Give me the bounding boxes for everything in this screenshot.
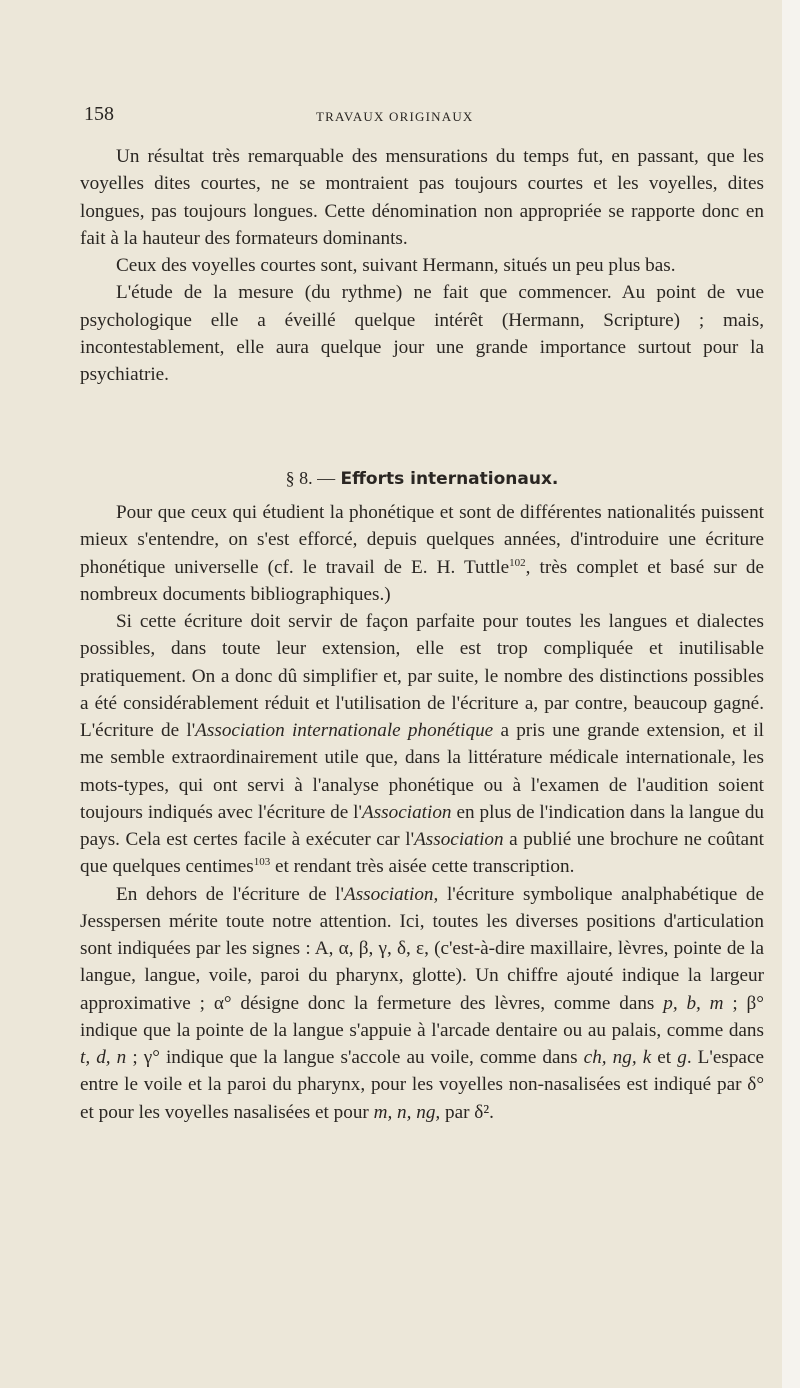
text-block-top: [80, 143, 764, 388]
paragraph-vowel-duration: Un résultat très remarquable des mensurations du temps fut, en passant, que les voyelles dites courtes, ne se montraient pas toujours courtes et les voyelles, dites longues, pas toujours longues. Cette dénomination non appropriée se rapporte donc en fait à la hauteur des formateurs dominants.: [80, 146, 764, 249]
paragraph-association-script: Si cette écriture doit servir de façon parfaite pour toutes les langues et dialectes possibles, dans toute leur extension, elle est trop compliquée et inutilisable pratiquement. On a donc dû simplifier et, par suite, le nombre des distinctions possibles a été considérablement réduit et l'utilisation de l'écriture a, par contre, beaucoup gagné. L'écriture de l'Association internationale phonétique a pris une grande extension, et il me semble extraordinairement utile que, dans la littérature médicale internationale, les mots-types, qui ont servi à l'analyse phonétique ou à l'examen de l'audition soient toujours indiqués avec l'écriture de l'Association en plus de l'indication dans la langue du pays. Cela est certes facile à exécuter car l'Association a publié une brochure ne coûtant que quelques centimes$^{103}$ et rendant très aisée cette transcription.: [80, 611, 765, 878]
page-header: [84, 103, 764, 131]
page-margin: [782, 0, 800, 1388]
page-number: 158: [84, 103, 114, 125]
paragraph-short-vowels: Ceux des voyelles courtes sont, suivant Hermann, situés un peu plus bas.: [116, 255, 676, 276]
running-head: TRAVAUX ORIGINAUX: [316, 109, 474, 124]
association-name-italic: Association internationale phonétique: [195, 720, 494, 741]
paragraph-universal-script: Pour que ceux qui étudient la phonétique et sont de différentes nationalités puissent mieux s'entendre, on s'est efforcé, depuis quelques années, d'introduire une écriture phonétique universelle (cf. le travail de E. H. Tuttle$^{102}$, très complet et basé sur de nombreux documents bibliographiques.): [80, 502, 765, 605]
section-title: Efforts internationaux.: [340, 469, 559, 489]
paragraph-jesspersen-script: En dehors de l'écriture de l'Association, l'écriture symbolique analphabétique de Jesspersen mérite toute notre attention. Ici, toutes les diverses positions d'articulation sont indiquées par les signes : A, α, β, γ, δ, ε, (c'est-à-dire maxillaire, lèvres, pointe de la langue, langue, voile, paroi du pharynx, glotte). Un chiffre ajouté indique la largeur approximative ; α° désigne donc la fermeture des lèvres, comme dans p, b, m ; β° indique que la pointe de la langue s'appuie à l'arcade dentaire ou au palais, comme dans t, d, n ; γ° indique que la langue s'accole au voile, comme dans ch, ng, k et g. L'espace entre le voile et la paroi du pharynx, pour les voyelles non-nasalisées est indiqué par δ° et pour les voyelles nasalisées et pour m, n, ng, par δ².: [80, 883, 764, 1123]
paragraph-rhythm-study: L'étude de la mesure (du rythme) ne fait que commencer. Au point de vue psychologique elle a éveillé quelque intérêt (Hermann, Scripture) ; mais, incontestablement, elle aura quelque jour une grande importance surtout pour la psychiatrie.: [80, 282, 764, 385]
section-number: § 8. —: [285, 468, 336, 488]
footnote-ref-103: 103: [253, 856, 271, 869]
text-block-bottom: [80, 499, 764, 1126]
footnote-ref-102: 102: [509, 556, 526, 569]
section-heading: [80, 466, 764, 491]
